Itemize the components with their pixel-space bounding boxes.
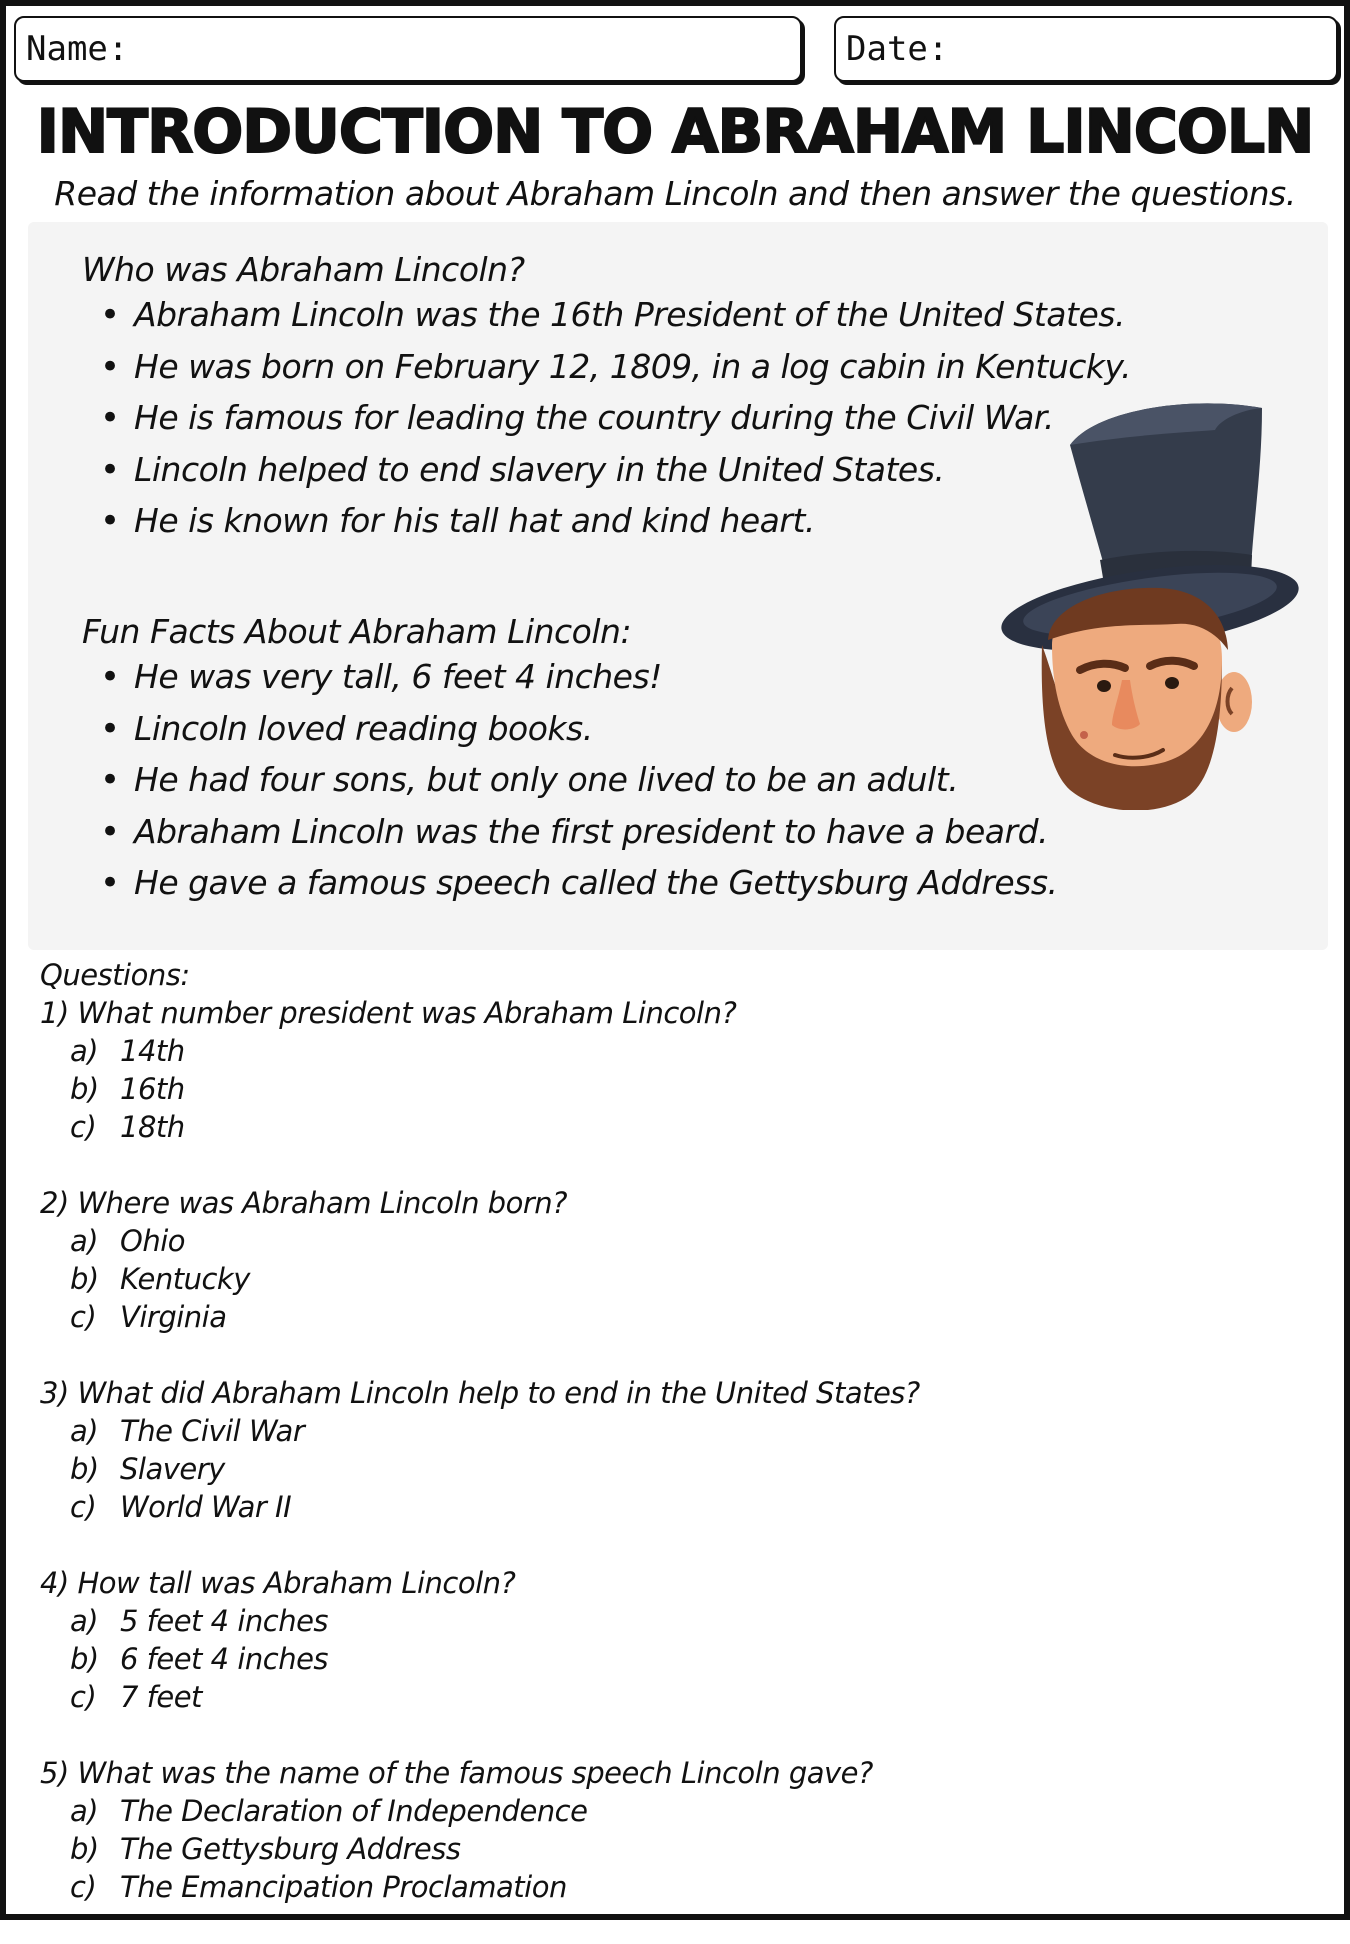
list-item: • He had four sons, but only one lived to be an adult. bbox=[100, 757, 1058, 809]
answer-option[interactable]: a) The Declaration of Independence bbox=[70, 1794, 588, 1828]
list-item: • He is known for his tall hat and kind heart. bbox=[100, 498, 1131, 550]
answer-option[interactable]: c) Virginia bbox=[70, 1300, 227, 1334]
list-item: • Lincoln helped to end slavery in the United States. bbox=[100, 447, 1131, 499]
question-text: 4) How tall was Abraham Lincoln? bbox=[40, 1566, 516, 1600]
name-label: Name: bbox=[26, 29, 129, 69]
question-5 bbox=[40, 1754, 920, 1906]
answer-option[interactable]: c) World War II bbox=[70, 1490, 292, 1524]
page-subtitle: Read the information about Abraham Lincoln and then answer the questions. bbox=[54, 174, 1296, 213]
answer-option[interactable]: b) Slavery bbox=[70, 1452, 225, 1486]
answer-option[interactable]: a) Ohio bbox=[70, 1224, 186, 1258]
list-item: • He was very tall, 6 feet 4 inches! bbox=[100, 654, 1058, 706]
answer-option[interactable]: a) The Civil War bbox=[70, 1414, 305, 1448]
question-text: 3) What did Abraham Lincoln help to end in the United States? bbox=[40, 1376, 920, 1410]
answer-option[interactable]: a) 14th bbox=[70, 1034, 185, 1068]
answer-option[interactable]: b) 16th bbox=[70, 1072, 185, 1106]
page-title: INTRODUCTION TO ABRAHAM LINCOLN bbox=[36, 97, 1314, 167]
question-text: 1) What number president was Abraham Lincoln? bbox=[40, 996, 737, 1030]
section2-heading: Fun Facts About Abraham Lincoln: bbox=[82, 612, 632, 651]
section2-list bbox=[100, 654, 1058, 912]
list-item: • Abraham Lincoln was the first president to have a beard. bbox=[100, 809, 1058, 861]
questions-label: Questions: bbox=[40, 958, 190, 992]
answer-option[interactable]: a) 5 feet 4 inches bbox=[70, 1604, 329, 1638]
question-text: 2) Where was Abraham Lincoln born? bbox=[40, 1186, 568, 1220]
list-item: • Lincoln loved reading books. bbox=[100, 706, 1058, 758]
answer-option[interactable]: b) 6 feet 4 inches bbox=[70, 1642, 329, 1676]
list-item: • Abraham Lincoln was the 16th President of the United States. bbox=[100, 292, 1131, 344]
question-1 bbox=[40, 994, 920, 1146]
question-2 bbox=[40, 1184, 920, 1336]
section1-heading: Who was Abraham Lincoln? bbox=[82, 250, 525, 289]
answer-option[interactable]: c) The Emancipation Proclamation bbox=[70, 1870, 567, 1904]
list-item: • He is famous for leading the country during the Civil War. bbox=[100, 395, 1131, 447]
section1-list bbox=[100, 292, 1131, 550]
date-field[interactable] bbox=[834, 16, 1338, 82]
questions-section bbox=[40, 956, 920, 1944]
question-3 bbox=[40, 1374, 920, 1526]
question-text: 5) What was the name of the famous speech Lincoln gave? bbox=[40, 1756, 873, 1790]
question-4 bbox=[40, 1564, 920, 1716]
date-label: Date: bbox=[846, 29, 949, 69]
answer-option[interactable]: c) 18th bbox=[70, 1110, 185, 1144]
answer-option[interactable]: c) 7 feet bbox=[70, 1680, 202, 1714]
answer-option[interactable]: b) The Gettysburg Address bbox=[70, 1832, 461, 1866]
list-item: • He gave a famous speech called the Gettysburg Address. bbox=[100, 860, 1058, 912]
list-item: • He was born on February 12, 1809, in a log cabin in Kentucky. bbox=[100, 344, 1131, 396]
name-field[interactable] bbox=[14, 16, 802, 82]
lincoln-portrait-illustration bbox=[1000, 390, 1310, 810]
answer-option[interactable]: b) Kentucky bbox=[70, 1262, 250, 1296]
